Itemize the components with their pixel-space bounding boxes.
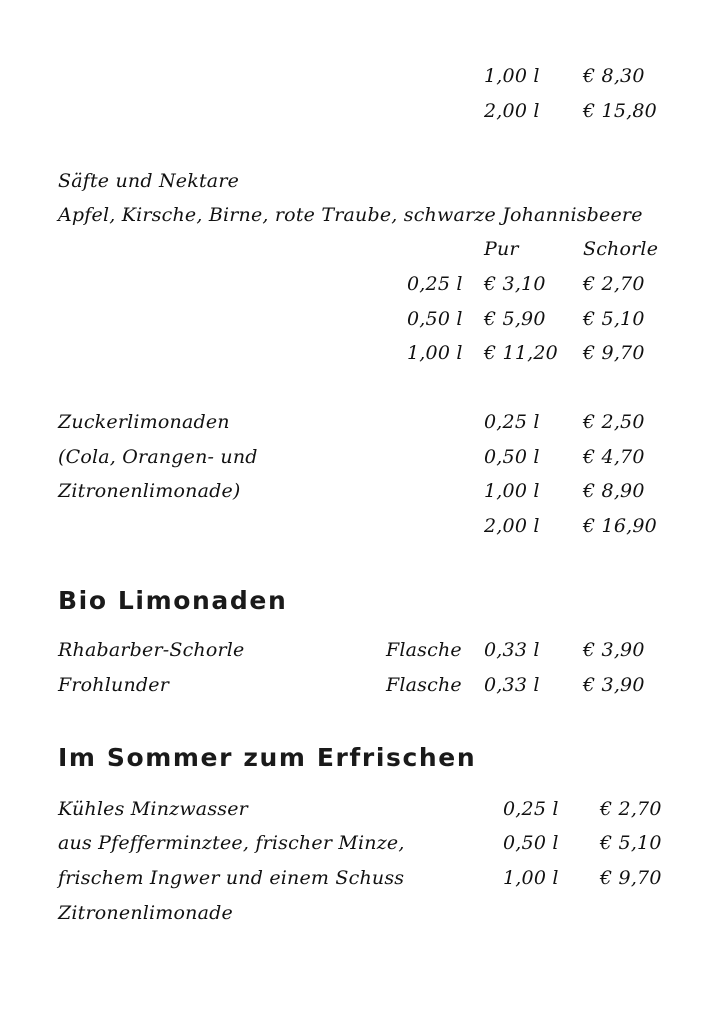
juices-pure-3: € 11,20 <box>484 342 558 364</box>
summer-price-1: € 2,70 <box>600 798 662 820</box>
sugar-size-2: 0,50 l <box>484 446 540 468</box>
sugar-size-1: 0,25 l <box>484 411 540 433</box>
bio-item-2-price: € 3,90 <box>583 674 645 696</box>
top-price-2: € 15,80 <box>583 100 657 122</box>
top-price-1: € 8,30 <box>583 65 645 87</box>
sugar-desc-1: (Cola, Orangen- und <box>58 446 258 468</box>
juices-pure-1: € 3,10 <box>484 273 546 295</box>
sugar-size-4: 2,00 l <box>484 515 540 537</box>
sugar-price-1: € 2,50 <box>583 411 645 433</box>
summer-heading: Im Sommer zum Erfrischen <box>58 743 477 772</box>
summer-desc-2: frischem Ingwer und einem Schuss <box>58 867 405 889</box>
bio-item-2-size: 0,33 l <box>484 674 540 696</box>
sugar-desc-2: Zitronenlimonade) <box>58 480 241 502</box>
juices-varieties: Apfel, Kirsche, Birne, rote Traube, schwarze Johannisbeere <box>58 204 643 226</box>
bio-heading: Bio Limonaden <box>58 586 288 615</box>
summer-size-1: 0,25 l <box>503 798 559 820</box>
top-size-1: 1,00 l <box>484 65 540 87</box>
sugar-price-2: € 4,70 <box>583 446 645 468</box>
juices-col-spritzer: Schorle <box>583 238 659 260</box>
juices-spritzer-1: € 2,70 <box>583 273 645 295</box>
juices-col-pure: Pur <box>484 238 519 260</box>
summer-desc-1: aus Pfefferminztee, frischer Minze, <box>58 832 405 854</box>
bio-item-1-container: Flasche <box>386 639 462 661</box>
summer-size-3: 1,00 l <box>503 867 559 889</box>
juices-spritzer-3: € 9,70 <box>583 342 645 364</box>
juices-pure-2: € 5,90 <box>484 308 546 330</box>
summer-title: Kühles Minzwasser <box>58 798 248 820</box>
bio-item-1-price: € 3,90 <box>583 639 645 661</box>
sugar-title: Zuckerlimonaden <box>58 411 230 433</box>
juices-size-2: 0,50 l <box>407 308 463 330</box>
bio-item-1-name: Rhabarber-Schorle <box>58 639 245 661</box>
summer-size-2: 0,50 l <box>503 832 559 854</box>
bio-item-2-name: Frohlunder <box>58 674 169 696</box>
juices-size-1: 0,25 l <box>407 273 463 295</box>
summer-price-2: € 5,10 <box>600 832 662 854</box>
summer-price-3: € 9,70 <box>600 867 662 889</box>
sugar-price-3: € 8,90 <box>583 480 645 502</box>
juices-spritzer-2: € 5,10 <box>583 308 645 330</box>
summer-desc-3: Zitronenlimonade <box>58 902 233 924</box>
sugar-size-3: 1,00 l <box>484 480 540 502</box>
sugar-price-4: € 16,90 <box>583 515 657 537</box>
top-size-2: 2,00 l <box>484 100 540 122</box>
bio-item-1-size: 0,33 l <box>484 639 540 661</box>
bio-item-2-container: Flasche <box>386 674 462 696</box>
juices-size-3: 1,00 l <box>407 342 463 364</box>
juices-title: Säfte und Nektare <box>58 170 240 192</box>
